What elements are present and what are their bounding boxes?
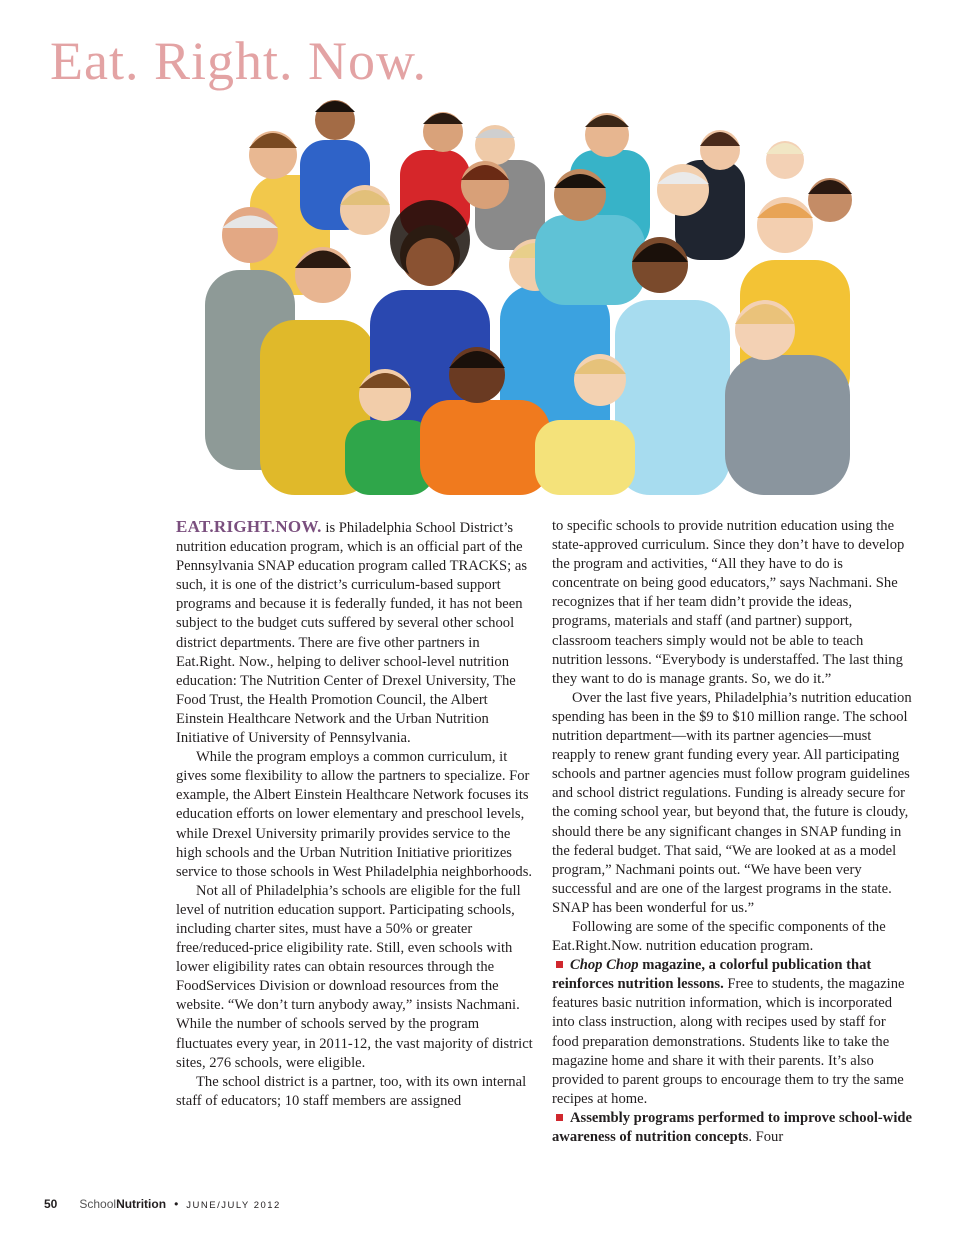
paragraph-intro-text: is Philadelphia School District’s nutrition education program, which is an official part of the Pennsylvania SNAP education program called TRACKS; as such, it is one of the district’s curriculum-based support programs and because it is federally funded, it has not been subject to the budget cuts suffered by several other school district departments. There are five other partners in Eat.Right. Now., helping to deliver school-level nutrition education: The Nutrition Center of Drexel University, The Food Trust, the Health Promotion Council, the Albert Einstein Healthcare Network and the Urban Nutrition Initiative of University of Pennsylvania.	[176, 520, 528, 747]
bullet-square-icon	[556, 1114, 563, 1121]
group-photo	[205, 90, 865, 495]
paragraph-components: Following are some of the specific components of the Eat.Right.Now. nutrition education program.	[552, 918, 886, 955]
bullet-title-italic: Chop Chop	[570, 957, 639, 974]
paragraph-eligibility: Not all of Philadelphia’s schools are eligible for the full level of nutrition education support. Participating schools, including charter sites, must have a 50% or greater free/reduced-price eligibility rate. Still, even schools with lower eligibility rates can obtain resources through the FoodServices Division or download resources from the website. “We don’t turn anybody away,” insists Nachmani. While the number of schools served by the program fluctuates every year, in 2011-12, the vast majority of district sites, 276 schools, were eligible.	[176, 882, 533, 1071]
bullet-text: . Four	[748, 1129, 784, 1145]
page-number: 50	[44, 1197, 58, 1211]
page-footer	[44, 1197, 281, 1211]
bullet-text: Free to students, the magazine features basic nutrition information, which is incorporated into class instruction, along with recipes used by staff for food preparation demonstrations. Students like to take the magazine home and share it with their parents. It’s also provided to parent groups to encourage them to try the same recipes at home.	[552, 976, 905, 1107]
paragraph-intro	[176, 517, 536, 748]
paragraph-funding: Over the last five years, Philadelphia’s nutrition education spending has been in the $9 to $10 million range. The school nutrition department—with its partner agencies—must reapply to renew grant funding every year. All participating schools and partner agencies must follow program guidelines and school district regulations. Funding is already secure for the coming school year, but beyond that, the future is cloudy, should there be any significant changes in SNAP funding in the federal budget. That said, “We are looked at as a model program,” Nachmani points out. “We have been very successful and are one of the largest programs in the state. SNAP has been wonderful for us.”	[552, 689, 912, 916]
bullet-title: magazine, a colorful publication that reinforces nutrition lessons.	[552, 957, 872, 993]
magazine-name-part2: Nutrition	[116, 1197, 167, 1211]
paragraph-district-partner: The school district is a partner, too, with its own internal staff of educators; 10 staff members are assigned	[176, 1073, 527, 1109]
right-column	[552, 517, 912, 1147]
footer-separator: •	[174, 1197, 179, 1211]
bullet-item-assembly	[552, 1109, 912, 1147]
paragraph-schools: to specific schools to provide nutrition education using the state-approved curriculum. Since they don’t have to develop the program and activities, “All they have to do is concentrate on being good educators,” says Nachmani. She recognizes that if her team didn’t provide the ideas, programs, materials and staff (and partner) support, classroom teachers simply would not be able to teach nutrition lessons. “Everybody is understaffed. The last thing they want to do is manage grants. So, we do it.”	[552, 518, 905, 687]
magazine-name-part1: School	[79, 1197, 117, 1211]
bullet-title: Assembly programs performed to improve school-wide awareness of nutrition concepts	[552, 1109, 912, 1145]
issue-date: JUNE/JULY 2012	[186, 1200, 281, 1211]
paragraph-flexibility: While the program employs a common curriculum, it gives some flexibility to allow the partners to specialize. For example, the Albert Einstein Healthcare Network focuses its education efforts on lower elementary and preschool levels, while Drexel University primarily provides service to the high schools and the Urban Nutrition Initiative prioritizes service to those schools in West Philadelphia neighborhoods.	[176, 749, 533, 880]
lead-in: EAT.RIGHT.NOW.	[176, 517, 322, 536]
headline: Eat. Right. Now.	[50, 31, 427, 91]
bullet-square-icon	[556, 961, 563, 968]
bullet-item-chop-chop	[552, 956, 912, 1109]
left-column	[176, 517, 536, 1111]
